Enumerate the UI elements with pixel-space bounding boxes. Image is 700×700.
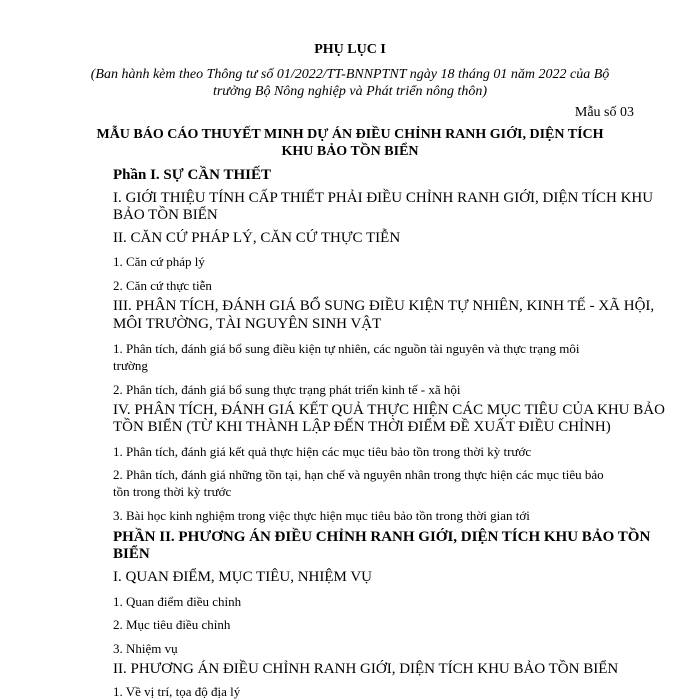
part2-section1-item3: 3. Nhiệm vụ [113, 641, 178, 656]
part1-section3-line-1: III. PHÂN TÍCH, ĐÁNH GIÁ BỔ SUNG ĐIỀU KIỆN TỰ NHIÊN, KINH TẾ - XÃ HỘI, [113, 298, 655, 314]
part2-section1-item2: 2. Mục tiêu điều chỉnh [113, 617, 231, 632]
part1-section3-item2: 2. Phân tích, đánh giá bổ sung thực trạng phát triển kinh tế - xã hội [113, 382, 461, 397]
report-title-line-1: MẪU BÁO CÁO THUYẾT MINH DỰ ÁN ĐIỀU CHỈNH RANH GIỚI, DIỆN TÍCH [96, 127, 604, 142]
subtitle-line-1: (Ban hành kèm theo Thông tư số 01/2022/TT-BNNPTNT ngày 18 tháng 01 năm 2022 của Bộ [90, 67, 610, 82]
part1-section1-line-1: I. GIỚI THIỆU TÍNH CẤP THIẾT PHẢI ĐIỀU CHỈNH RANH GIỚI, DIỆN TÍCH KHU [113, 190, 654, 206]
part1-section1-line-2: BẢO TỒN BIỂN [113, 207, 218, 223]
part2-section1: I. QUAN ĐIỂM, MỤC TIÊU, NHIỆM VỤ [113, 569, 373, 585]
part1-section2-item2: 2. Căn cứ thực tiễn [113, 278, 212, 293]
part2-heading-line-1: PHẦN II. PHƯƠNG ÁN ĐIỀU CHỈNH RANH GIỚI, DIỆN TÍCH KHU BẢO TỒN [113, 529, 651, 545]
part1-section4-item2-line-2: tồn trong thời kỳ trước [113, 484, 232, 499]
part1-section4-line-1: IV. PHÂN TÍCH, ĐÁNH GIÁ KẾT QUẢ THỰC HIỆN CÁC MỤC TIÊU CỦA KHU BẢO [113, 402, 665, 418]
part1-section3-line-2: MÔI TRƯỜNG, TÀI NGUYÊN SINH VẬT [113, 316, 382, 332]
part1-section2-item1: 1. Căn cứ pháp lý [113, 254, 205, 269]
form-number: Mẫu số 03 [574, 105, 634, 120]
part1-heading: Phần I. SỰ CẦN THIẾT [113, 167, 271, 183]
subtitle-line-2: trưởng Bộ Nông nghiệp và Phát triển nông thôn) [212, 84, 488, 99]
part1-section4-item3: 3. Bài học kinh nghiệm trong việc thực hiện mục tiêu bảo tồn trong thời gian tới [113, 508, 530, 523]
part1-section4-item2-line-1: 2. Phân tích, đánh giá những tồn tại, hạn chế và nguyên nhân trong thực hiện các mục tiêu bảo [113, 467, 604, 482]
appendix-title: PHỤ LỤC I [314, 42, 386, 57]
part2-section2-item1: 1. Về vị trí, tọa độ địa lý [113, 684, 241, 699]
part2-heading-line-2: BIỂN [113, 546, 150, 562]
part1-section4-item1: 1. Phân tích, đánh giá kết quả thực hiện các mục tiêu bảo tồn trong thời kỳ trước [113, 444, 532, 459]
report-title-line-2: KHU BẢO TỒN BIỂN [281, 144, 419, 159]
part2-section2: II. PHƯƠNG ÁN ĐIỀU CHỈNH RANH GIỚI, DIỆN TÍCH KHU BẢO TỒN BIỂN [113, 661, 619, 677]
part1-section2: II. CĂN CỨ PHÁP LÝ, CĂN CỨ THỰC TIỄN [113, 230, 401, 246]
part1-section4-line-2: TỒN BIỂN (TỪ KHI THÀNH LẬP ĐẾN THỜI ĐIỂM ĐỀ XUẤT ĐIỀU CHỈNH) [113, 419, 611, 435]
part2-section1-item1: 1. Quan điểm điều chỉnh [113, 594, 242, 609]
part1-section3-item1-line-2: trường [113, 358, 148, 373]
part1-section3-item1-line-1: 1. Phân tích, đánh giá bổ sung điều kiện tự nhiên, các nguồn tài nguyên và thực trạng môi [113, 341, 580, 356]
